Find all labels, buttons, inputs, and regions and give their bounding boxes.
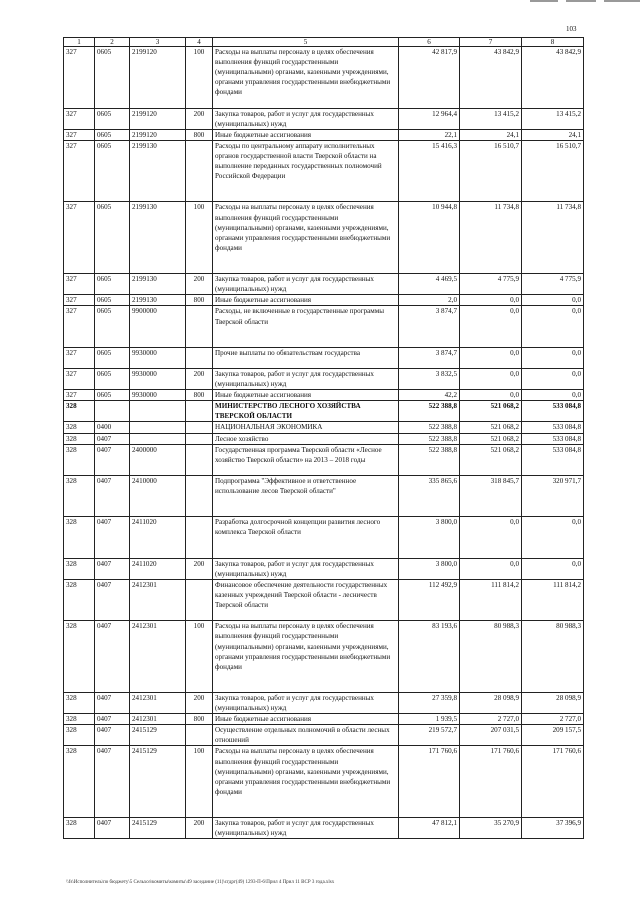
amount-col7-cell: 0,0 bbox=[460, 369, 522, 390]
amount-col7-cell: 43 842,9 bbox=[460, 47, 522, 109]
code-expense-type-cell: 200 bbox=[186, 369, 213, 390]
header-cell: 2 bbox=[95, 38, 130, 47]
code-section-cell: 0407 bbox=[95, 818, 130, 839]
code-section-cell: 0605 bbox=[95, 369, 130, 390]
table-row bbox=[64, 422, 584, 433]
item-name-cell: Иные бюджетные ассигнования bbox=[213, 390, 399, 401]
table-row bbox=[64, 202, 584, 274]
code-ministry-cell: 327 bbox=[64, 295, 95, 306]
code-expense-type-cell bbox=[186, 444, 213, 475]
amount-col6-cell: 22,1 bbox=[399, 129, 460, 140]
amount-col7-cell: 0,0 bbox=[460, 306, 522, 347]
amount-col8-cell: 0,0 bbox=[522, 369, 584, 390]
item-name-cell: МИНИСТЕРСТВО ЛЕСНОГО ХОЗЯЙСТВА ТВЕРСКОЙ ОБЛАСТИ bbox=[213, 401, 399, 422]
amount-col8-cell: 16 510,7 bbox=[522, 140, 584, 202]
amount-col8-cell: 533 084,8 bbox=[522, 433, 584, 444]
code-section-cell: 0605 bbox=[95, 295, 130, 306]
code-ministry-cell: 327 bbox=[64, 390, 95, 401]
code-target-cell: 2199130 bbox=[130, 202, 186, 274]
amount-col6-cell: 12 964,4 bbox=[399, 108, 460, 129]
amount-col8-cell: 13 415,2 bbox=[522, 108, 584, 129]
amount-col8-cell: 11 734,8 bbox=[522, 202, 584, 274]
amount-col6-cell: 3 832,5 bbox=[399, 369, 460, 390]
item-name-cell: Финансовое обеспечение деятельности государственных казенных учреждений Тверской области - лесничеств Тверской области bbox=[213, 579, 399, 620]
item-name-cell: Расходы на выплаты персоналу в целях обеспечения выполнения функций государственными (муниципальными) органами, казенными учреждениями, органами управления государственными внебюджетными фондами bbox=[213, 621, 399, 693]
code-target-cell: 9930000 bbox=[130, 347, 186, 368]
amount-col7-cell: 28 098,9 bbox=[460, 693, 522, 714]
code-section-cell: 0605 bbox=[95, 47, 130, 109]
table-row bbox=[64, 693, 584, 714]
code-target-cell: 2415129 bbox=[130, 725, 186, 746]
amount-col6-cell: 3 874,7 bbox=[399, 306, 460, 347]
table-row bbox=[64, 818, 584, 839]
code-ministry-cell: 328 bbox=[64, 579, 95, 620]
amount-col8-cell: 533 084,8 bbox=[522, 444, 584, 475]
amount-col8-cell: 533 084,8 bbox=[522, 422, 584, 433]
amount-col7-cell: 0,0 bbox=[460, 558, 522, 579]
code-ministry-cell: 328 bbox=[64, 517, 95, 558]
code-ministry-cell: 328 bbox=[64, 693, 95, 714]
amount-col8-cell: 43 842,9 bbox=[522, 47, 584, 109]
code-section-cell: 0605 bbox=[95, 108, 130, 129]
amount-col8-cell: 2 727,0 bbox=[522, 714, 584, 725]
amount-col6-cell: 27 359,8 bbox=[399, 693, 460, 714]
amount-col6-cell: 3 874,7 bbox=[399, 347, 460, 368]
amount-col7-cell: 80 988,3 bbox=[460, 621, 522, 693]
table-row bbox=[64, 401, 584, 422]
code-target-cell bbox=[130, 433, 186, 444]
table-row bbox=[64, 558, 584, 579]
code-expense-type-cell: 800 bbox=[186, 390, 213, 401]
amount-col6-cell: 112 492,9 bbox=[399, 579, 460, 620]
code-target-cell: 9900000 bbox=[130, 306, 186, 347]
code-section-cell: 0407 bbox=[95, 621, 130, 693]
amount-col6-cell: 47 812,1 bbox=[399, 818, 460, 839]
amount-col8-cell: 28 098,9 bbox=[522, 693, 584, 714]
code-ministry-cell: 327 bbox=[64, 306, 95, 347]
code-target-cell: 2411020 bbox=[130, 517, 186, 558]
code-expense-type-cell bbox=[186, 725, 213, 746]
amount-col6-cell: 522 388,8 bbox=[399, 433, 460, 444]
amount-col8-cell: 0,0 bbox=[522, 558, 584, 579]
table-row bbox=[64, 433, 584, 444]
code-section-cell: 0407 bbox=[95, 517, 130, 558]
amount-col6-cell: 1 939,5 bbox=[399, 714, 460, 725]
code-target-cell: 2400000 bbox=[130, 444, 186, 475]
code-ministry-cell: 328 bbox=[64, 746, 95, 818]
code-section-cell: 0407 bbox=[95, 579, 130, 620]
code-ministry-cell: 328 bbox=[64, 818, 95, 839]
code-section-cell: 0605 bbox=[95, 129, 130, 140]
code-section-cell: 0407 bbox=[95, 746, 130, 818]
code-section-cell: 0407 bbox=[95, 444, 130, 475]
amount-col8-cell: 0,0 bbox=[522, 390, 584, 401]
code-expense-type-cell bbox=[186, 306, 213, 347]
code-section-cell: 0407 bbox=[95, 433, 130, 444]
amount-col6-cell: 10 944,8 bbox=[399, 202, 460, 274]
amount-col8-cell: 24,1 bbox=[522, 129, 584, 140]
amount-col6-cell: 522 388,8 bbox=[399, 422, 460, 433]
header-cell: 6 bbox=[399, 38, 460, 47]
code-target-cell: 2412301 bbox=[130, 693, 186, 714]
amount-col6-cell: 15 416,3 bbox=[399, 140, 460, 202]
code-ministry-cell: 327 bbox=[64, 47, 95, 109]
amount-col7-cell: 521 068,2 bbox=[460, 401, 522, 422]
code-target-cell: 2199120 bbox=[130, 129, 186, 140]
header-cell: 4 bbox=[186, 38, 213, 47]
amount-col6-cell: 42 817,9 bbox=[399, 47, 460, 109]
code-target-cell: 9930000 bbox=[130, 369, 186, 390]
code-ministry-cell: 328 bbox=[64, 621, 95, 693]
code-expense-type-cell bbox=[186, 140, 213, 202]
amount-col6-cell: 3 800,0 bbox=[399, 517, 460, 558]
item-name-cell: Закупка товаров, работ и услуг для государственных (муниципальных) нужд bbox=[213, 108, 399, 129]
amount-col7-cell: 4 775,9 bbox=[460, 274, 522, 295]
table-row bbox=[64, 140, 584, 202]
amount-col6-cell: 2,0 bbox=[399, 295, 460, 306]
code-expense-type-cell: 100 bbox=[186, 621, 213, 693]
table-row bbox=[64, 390, 584, 401]
item-name-cell: Закупка товаров, работ и услуг для государственных (муниципальных) нужд bbox=[213, 369, 399, 390]
amount-col8-cell: 209 157,5 bbox=[522, 725, 584, 746]
code-section-cell: 0605 bbox=[95, 390, 130, 401]
amount-col8-cell: 320 971,7 bbox=[522, 475, 584, 516]
table-row bbox=[64, 725, 584, 746]
code-expense-type-cell: 200 bbox=[186, 108, 213, 129]
item-name-cell: Закупка товаров, работ и услуг для государственных (муниципальных) нужд bbox=[213, 558, 399, 579]
code-section-cell: 0407 bbox=[95, 693, 130, 714]
code-expense-type-cell bbox=[186, 475, 213, 516]
amount-col7-cell: 171 760,6 bbox=[460, 746, 522, 818]
item-name-cell: Иные бюджетные ассигнования bbox=[213, 129, 399, 140]
table-row bbox=[64, 108, 584, 129]
amount-col8-cell: 80 988,3 bbox=[522, 621, 584, 693]
amount-col6-cell: 4 469,5 bbox=[399, 274, 460, 295]
code-expense-type-cell: 200 bbox=[186, 274, 213, 295]
header-cell: 1 bbox=[64, 38, 95, 47]
amount-col7-cell: 16 510,7 bbox=[460, 140, 522, 202]
table-row bbox=[64, 517, 584, 558]
table-row bbox=[64, 746, 584, 818]
table-row bbox=[64, 306, 584, 347]
item-name-cell: Расходы на выплаты персоналу в целях обеспечения выполнения функций государственными (муниципальными) органами, казенными учреждениями, органами управления государственными внебюджетными фондами bbox=[213, 202, 399, 274]
code-section-cell: 0605 bbox=[95, 347, 130, 368]
amount-col8-cell: 4 775,9 bbox=[522, 274, 584, 295]
table-row bbox=[64, 475, 584, 516]
code-section-cell: 0605 bbox=[95, 140, 130, 202]
file-path-footer: \\fs\Исполнитель\по бюджету\5 Сельхоз\комиты\комиты\49 заседание (11)\сгдрг(49) 1293-П-6\Прил 4 Прил 11 ВСР 3 года.xlsx bbox=[66, 880, 335, 885]
table-row bbox=[64, 621, 584, 693]
amount-col7-cell: 318 845,7 bbox=[460, 475, 522, 516]
code-section-cell: 0400 bbox=[95, 422, 130, 433]
table-row bbox=[64, 579, 584, 620]
table-row bbox=[64, 347, 584, 368]
code-ministry-cell: 328 bbox=[64, 475, 95, 516]
amount-col7-cell: 2 727,0 bbox=[460, 714, 522, 725]
header-cell: 7 bbox=[460, 38, 522, 47]
table-row bbox=[64, 47, 584, 109]
code-ministry-cell: 327 bbox=[64, 202, 95, 274]
code-expense-type-cell: 100 bbox=[186, 47, 213, 109]
amount-col7-cell: 0,0 bbox=[460, 517, 522, 558]
code-ministry-cell: 328 bbox=[64, 401, 95, 422]
amount-col7-cell: 111 814,2 bbox=[460, 579, 522, 620]
item-name-cell: Разработка долгосрочной концепции развития лесного комплекса Тверской области bbox=[213, 517, 399, 558]
table-row bbox=[64, 369, 584, 390]
code-target-cell: 2415129 bbox=[130, 746, 186, 818]
header-cell: 3 bbox=[130, 38, 186, 47]
item-name-cell: Закупка товаров, работ и услуг для государственных (муниципальных) нужд bbox=[213, 818, 399, 839]
item-name-cell: Подпрограмма "Эффективное и ответственное использование лесов Тверской области" bbox=[213, 475, 399, 516]
code-ministry-cell: 328 bbox=[64, 444, 95, 475]
code-target-cell: 2412301 bbox=[130, 714, 186, 725]
table-row bbox=[64, 444, 584, 475]
code-ministry-cell: 327 bbox=[64, 108, 95, 129]
item-name-cell: Расходы на выплаты персоналу в целях обеспечения выполнения функций государственными (муниципальными) органами, казенными учреждениями, органами управления государственными внебюджетными фондами bbox=[213, 746, 399, 818]
code-expense-type-cell bbox=[186, 422, 213, 433]
code-ministry-cell: 327 bbox=[64, 347, 95, 368]
code-target-cell bbox=[130, 422, 186, 433]
code-target-cell: 2199120 bbox=[130, 108, 186, 129]
item-name-cell: Прочие выплаты по обязательствам государства bbox=[213, 347, 399, 368]
code-expense-type-cell: 800 bbox=[186, 129, 213, 140]
code-expense-type-cell bbox=[186, 579, 213, 620]
amount-col7-cell: 521 068,2 bbox=[460, 444, 522, 475]
header-row bbox=[64, 38, 584, 47]
amount-col7-cell: 521 068,2 bbox=[460, 422, 522, 433]
scan-top-marks bbox=[500, 0, 640, 4]
table-row bbox=[64, 714, 584, 725]
item-name-cell: Расходы на выплаты персоналу в целях обеспечения выполнения функций государственными (муниципальными) органами, казенными учреждениями, органами управления государственными внебюджетными фондами bbox=[213, 47, 399, 109]
code-ministry-cell: 328 bbox=[64, 714, 95, 725]
code-expense-type-cell bbox=[186, 347, 213, 368]
code-target-cell: 2415129 bbox=[130, 818, 186, 839]
code-ministry-cell: 327 bbox=[64, 274, 95, 295]
item-name-cell: Осуществление отдельных полномочий в области лесных отношений bbox=[213, 725, 399, 746]
code-target-cell: 2199120 bbox=[130, 47, 186, 109]
code-section-cell: 0407 bbox=[95, 714, 130, 725]
code-target-cell: 2410000 bbox=[130, 475, 186, 516]
amount-col7-cell: 0,0 bbox=[460, 295, 522, 306]
code-ministry-cell: 327 bbox=[64, 140, 95, 202]
code-target-cell: 2411020 bbox=[130, 558, 186, 579]
code-section-cell: 0407 bbox=[95, 725, 130, 746]
code-ministry-cell: 328 bbox=[64, 725, 95, 746]
item-name-cell: Государственная программа Тверской области «Лесное хозяйство Тверской области» на 2013 – 2018 годы bbox=[213, 444, 399, 475]
amount-col6-cell: 522 388,8 bbox=[399, 401, 460, 422]
amount-col8-cell: 171 760,6 bbox=[522, 746, 584, 818]
code-target-cell: 2412301 bbox=[130, 621, 186, 693]
code-ministry-cell: 328 bbox=[64, 558, 95, 579]
code-section-cell: 0605 bbox=[95, 306, 130, 347]
code-expense-type-cell: 800 bbox=[186, 714, 213, 725]
code-expense-type-cell bbox=[186, 517, 213, 558]
amount-col8-cell: 0,0 bbox=[522, 347, 584, 368]
header-cell: 5 bbox=[213, 38, 399, 47]
code-ministry-cell: 327 bbox=[64, 129, 95, 140]
code-expense-type-cell: 200 bbox=[186, 558, 213, 579]
amount-col8-cell: 533 084,8 bbox=[522, 401, 584, 422]
amount-col7-cell: 521 068,2 bbox=[460, 433, 522, 444]
code-target-cell: 9930000 bbox=[130, 390, 186, 401]
amount-col6-cell: 42,2 bbox=[399, 390, 460, 401]
item-name-cell: Закупка товаров, работ и услуг для государственных (муниципальных) нужд bbox=[213, 274, 399, 295]
item-name-cell: Закупка товаров, работ и услуг для государственных (муниципальных) нужд bbox=[213, 693, 399, 714]
amount-col6-cell: 219 572,7 bbox=[399, 725, 460, 746]
amount-col7-cell: 35 270,9 bbox=[460, 818, 522, 839]
amount-col8-cell: 0,0 bbox=[522, 295, 584, 306]
code-expense-type-cell: 800 bbox=[186, 295, 213, 306]
table-row bbox=[64, 274, 584, 295]
code-section-cell: 0605 bbox=[95, 202, 130, 274]
code-target-cell: 2412301 bbox=[130, 579, 186, 620]
amount-col7-cell: 0,0 bbox=[460, 347, 522, 368]
amount-col6-cell: 3 800,0 bbox=[399, 558, 460, 579]
amount-col7-cell: 11 734,8 bbox=[460, 202, 522, 274]
amount-col6-cell: 83 193,6 bbox=[399, 621, 460, 693]
code-ministry-cell: 328 bbox=[64, 422, 95, 433]
page-number: 103 bbox=[566, 25, 577, 33]
code-ministry-cell: 327 bbox=[64, 369, 95, 390]
code-ministry-cell: 328 bbox=[64, 433, 95, 444]
code-target-cell bbox=[130, 401, 186, 422]
amount-col7-cell: 13 415,2 bbox=[460, 108, 522, 129]
code-section-cell bbox=[95, 401, 130, 422]
code-section-cell: 0407 bbox=[95, 558, 130, 579]
amount-col8-cell: 0,0 bbox=[522, 517, 584, 558]
code-section-cell: 0407 bbox=[95, 475, 130, 516]
code-expense-type-cell: 100 bbox=[186, 202, 213, 274]
code-section-cell: 0605 bbox=[95, 274, 130, 295]
amount-col7-cell: 0,0 bbox=[460, 390, 522, 401]
item-name-cell: Иные бюджетные ассигнования bbox=[213, 714, 399, 725]
amount-col7-cell: 24,1 bbox=[460, 129, 522, 140]
amount-col8-cell: 0,0 bbox=[522, 306, 584, 347]
amount-col7-cell: 207 031,5 bbox=[460, 725, 522, 746]
code-target-cell: 2199130 bbox=[130, 295, 186, 306]
table-row bbox=[64, 129, 584, 140]
item-name-cell: НАЦИОНАЛЬНАЯ ЭКОНОМИКА bbox=[213, 422, 399, 433]
budget-table bbox=[63, 37, 584, 839]
amount-col8-cell: 37 396,9 bbox=[522, 818, 584, 839]
amount-col6-cell: 171 760,6 bbox=[399, 746, 460, 818]
code-expense-type-cell: 200 bbox=[186, 693, 213, 714]
amount-col8-cell: 111 814,2 bbox=[522, 579, 584, 620]
code-expense-type-cell: 100 bbox=[186, 746, 213, 818]
item-name-cell: Иные бюджетные ассигнования bbox=[213, 295, 399, 306]
table-row bbox=[64, 295, 584, 306]
item-name-cell: Расходы, не включенные в государственные программы Тверской области bbox=[213, 306, 399, 347]
amount-col6-cell: 522 388,8 bbox=[399, 444, 460, 475]
item-name-cell: Лесное хозяйство bbox=[213, 433, 399, 444]
amount-col6-cell: 335 865,6 bbox=[399, 475, 460, 516]
code-target-cell: 2199130 bbox=[130, 274, 186, 295]
code-expense-type-cell: 200 bbox=[186, 818, 213, 839]
header-cell: 8 bbox=[522, 38, 584, 47]
code-expense-type-cell bbox=[186, 401, 213, 422]
code-expense-type-cell bbox=[186, 433, 213, 444]
item-name-cell: Расходы по центральному аппарату исполнительных органов государственной власти Тверской области на выполнение переданных государственных полномочий Российской Федерации bbox=[213, 140, 399, 202]
code-target-cell: 2199130 bbox=[130, 140, 186, 202]
